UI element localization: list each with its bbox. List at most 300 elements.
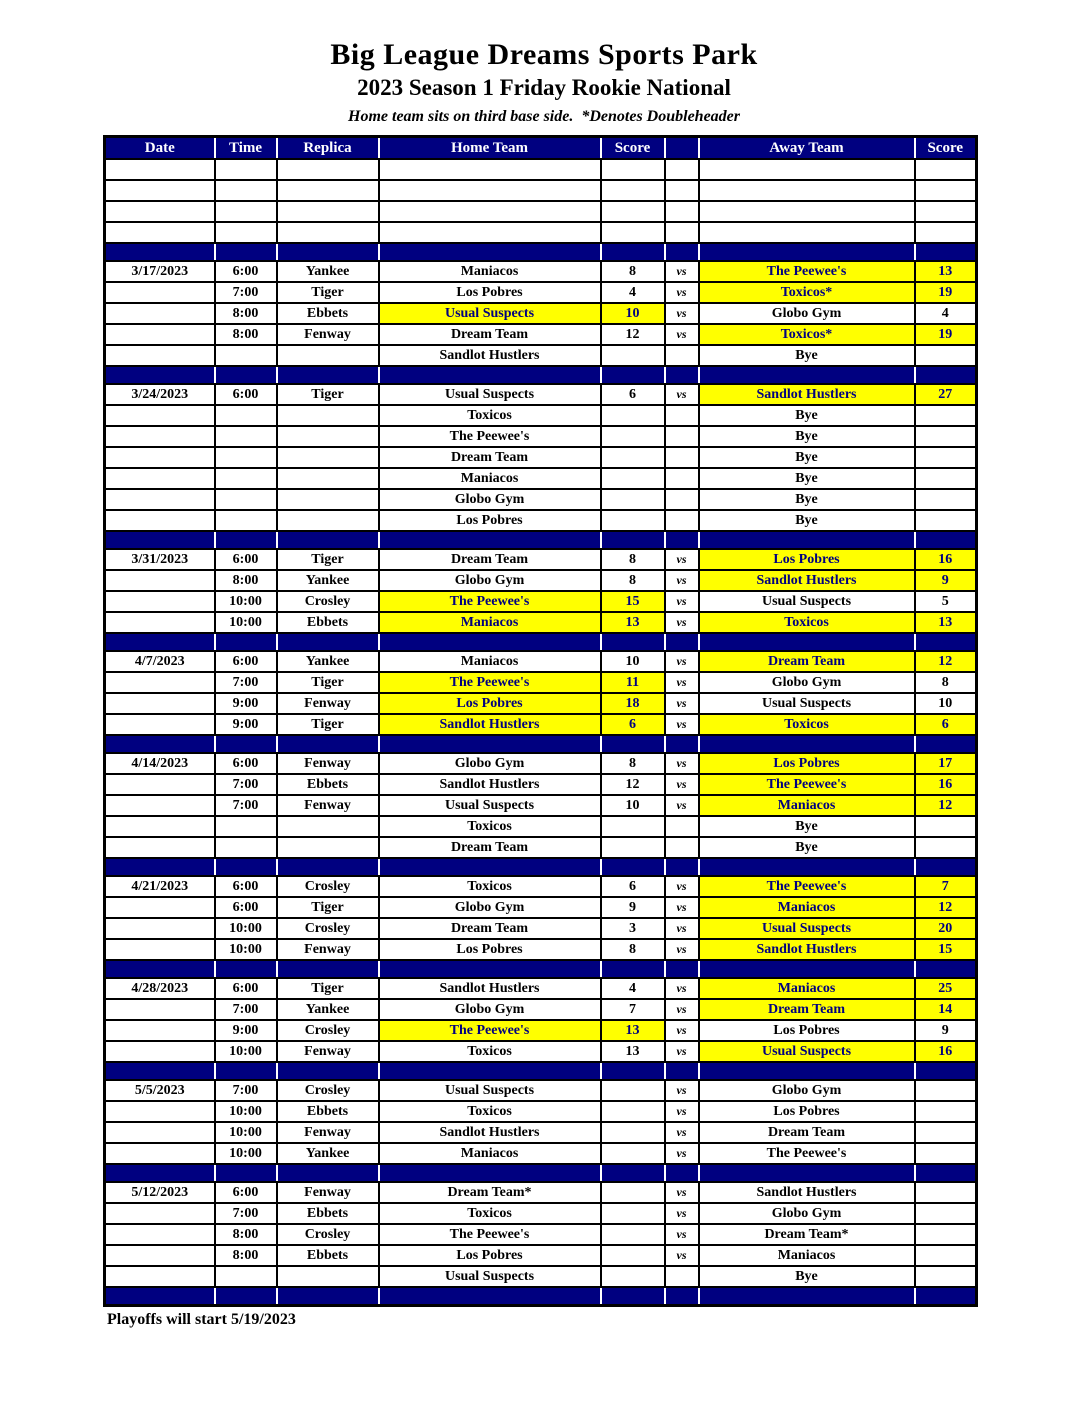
game-row [105,876,977,897]
home-team-cell: Dream Team [379,447,601,468]
home-team-cell: Usual Suspects [379,384,601,405]
separator-cell [277,858,379,876]
separator-cell [665,858,699,876]
away-score-cell: 20 [915,918,977,939]
game-row [105,549,977,570]
separator-cell [601,531,665,549]
separator-cell [665,633,699,651]
time-cell: 6:00 [215,897,277,918]
away-score-cell: 15 [915,939,977,960]
empty-row [105,159,977,180]
home-team-cell: Dream Team [379,324,601,345]
away-team-cell: Bye [699,1266,915,1287]
replica-cell: Fenway [277,324,379,345]
away-team-cell: Bye [699,468,915,489]
vs-cell [665,468,699,489]
away-score-cell: 4 [915,303,977,324]
game-row [105,939,977,960]
game-row [105,570,977,591]
empty-cell [277,222,379,243]
game-row [105,651,977,672]
away-score-cell [915,837,977,858]
home-team-cell: Usual Suspects [379,1080,601,1101]
time-cell: 10:00 [215,1041,277,1062]
separator-cell [215,633,277,651]
separator-row [105,366,977,384]
empty-row [105,222,977,243]
home-team-cell: Dream Team [379,837,601,858]
bye-row [105,426,977,447]
empty-cell [215,180,277,201]
date-cell [105,489,215,510]
home-team-cell: Sandlot Hustlers [379,714,601,735]
game-row [105,999,977,1020]
away-team-cell: Toxicos* [699,324,915,345]
time-cell: 7:00 [215,795,277,816]
home-team-cell: The Peewee's [379,591,601,612]
away-team-cell: Globo Gym [699,1080,915,1101]
home-score-cell [601,837,665,858]
vs-cell: vs [665,612,699,633]
bye-row [105,510,977,531]
replica-cell: Fenway [277,795,379,816]
away-team-cell: The Peewee's [699,1143,915,1164]
vs-cell: vs [665,795,699,816]
away-team-cell: Usual Suspects [699,693,915,714]
separator-cell [915,633,977,651]
vs-cell [665,837,699,858]
time-cell [215,489,277,510]
game-row [105,1101,977,1122]
game-row [105,282,977,303]
home-team-cell: Los Pobres [379,282,601,303]
game-row [105,1143,977,1164]
separator-cell [665,1287,699,1306]
date-cell [105,468,215,489]
away-team-cell: Los Pobres [699,753,915,774]
away-score-cell [915,1224,977,1245]
separator-cell [105,735,215,753]
empty-cell [215,201,277,222]
replica-cell [277,816,379,837]
home-team-cell: Globo Gym [379,999,601,1020]
time-cell: 9:00 [215,714,277,735]
game-row [105,918,977,939]
home-team-cell: Usual Suspects [379,303,601,324]
vs-cell: vs [665,324,699,345]
vs-cell: vs [665,1020,699,1041]
separator-cell [699,531,915,549]
home-score-cell [601,816,665,837]
away-score-cell [915,1266,977,1287]
separator-cell [105,243,215,261]
vs-cell: vs [665,1182,699,1203]
home-score-cell [601,1143,665,1164]
bye-row [105,405,977,426]
away-team-cell: Bye [699,447,915,468]
empty-cell [699,159,915,180]
vs-cell: vs [665,1080,699,1101]
away-team-cell: Usual Suspects [699,591,915,612]
game-row [105,774,977,795]
separator-cell [915,858,977,876]
away-team-cell: Dream Team [699,651,915,672]
vs-cell [665,816,699,837]
separator-row [105,858,977,876]
away-team-cell: Los Pobres [699,1101,915,1122]
separator-cell [601,1062,665,1080]
vs-cell: vs [665,714,699,735]
away-team-cell: Bye [699,489,915,510]
time-cell: 7:00 [215,672,277,693]
bye-row [105,468,977,489]
date-cell [105,816,215,837]
away-team-cell: Globo Gym [699,672,915,693]
game-row [105,753,977,774]
home-score-cell: 8 [601,549,665,570]
home-team-cell: Maniacos [379,651,601,672]
time-cell [215,816,277,837]
replica-cell: Yankee [277,651,379,672]
empty-cell [699,201,915,222]
time-cell: 7:00 [215,999,277,1020]
date-cell [105,282,215,303]
date-cell [105,345,215,366]
vs-cell: vs [665,282,699,303]
replica-cell: Fenway [277,939,379,960]
home-team-cell: Toxicos [379,816,601,837]
away-team-cell: Toxicos [699,714,915,735]
separator-cell [601,858,665,876]
time-cell: 8:00 [215,324,277,345]
separator-cell [277,243,379,261]
separator-cell [215,366,277,384]
separator-cell [665,960,699,978]
empty-cell [665,201,699,222]
replica-cell [277,1266,379,1287]
date-cell [105,693,215,714]
separator-cell [699,1164,915,1182]
date-cell [105,795,215,816]
away-score-cell [915,345,977,366]
replica-cell: Crosley [277,1020,379,1041]
home-score-cell [601,489,665,510]
time-cell: 7:00 [215,282,277,303]
separator-cell [379,858,601,876]
vs-cell: vs [665,672,699,693]
separator-cell [277,1062,379,1080]
replica-cell: Yankee [277,999,379,1020]
replica-cell: Fenway [277,753,379,774]
away-team-cell: Maniacos [699,897,915,918]
column-header-time: Time [215,137,277,160]
bye-row [105,345,977,366]
home-score-cell [601,1245,665,1266]
game-row [105,1224,977,1245]
away-team-cell: Sandlot Hustlers [699,939,915,960]
home-score-cell [601,510,665,531]
away-score-cell: 13 [915,261,977,282]
vs-cell: vs [665,753,699,774]
vs-cell [665,345,699,366]
separator-cell [215,1164,277,1182]
away-team-cell: Dream Team [699,1122,915,1143]
date-cell [105,897,215,918]
time-cell: 7:00 [215,774,277,795]
separator-row [105,1062,977,1080]
time-cell: 9:00 [215,1020,277,1041]
separator-cell [601,366,665,384]
home-score-cell [601,426,665,447]
away-team-cell: Maniacos [699,978,915,999]
replica-cell: Ebbets [277,303,379,324]
home-score-cell: 6 [601,714,665,735]
home-team-cell: The Peewee's [379,426,601,447]
home-team-cell: Maniacos [379,1143,601,1164]
away-team-cell: Sandlot Hustlers [699,1182,915,1203]
vs-cell: vs [665,1041,699,1062]
time-cell: 10:00 [215,1122,277,1143]
vs-cell: vs [665,1224,699,1245]
away-score-cell: 17 [915,753,977,774]
separator-cell [215,1287,277,1306]
away-score-cell: 12 [915,651,977,672]
away-score-cell: 7 [915,876,977,897]
replica-cell: Ebbets [277,1245,379,1266]
date-cell [105,405,215,426]
home-score-cell: 18 [601,693,665,714]
away-team-cell: Bye [699,405,915,426]
replica-cell: Tiger [277,282,379,303]
time-cell: 8:00 [215,303,277,324]
time-cell [215,468,277,489]
column-header-date: Date [105,137,215,160]
separator-cell [277,531,379,549]
home-score-cell: 13 [601,612,665,633]
replica-cell: Tiger [277,714,379,735]
vs-cell: vs [665,1101,699,1122]
separator-row [105,243,977,261]
vs-cell: vs [665,939,699,960]
game-row [105,1122,977,1143]
away-score-cell [915,1101,977,1122]
game-row [105,693,977,714]
separator-cell [665,1164,699,1182]
away-score-cell: 8 [915,672,977,693]
away-score-cell: 6 [915,714,977,735]
game-row [105,672,977,693]
game-row [105,303,977,324]
home-score-cell: 11 [601,672,665,693]
game-row [105,1041,977,1062]
game-row [105,897,977,918]
away-score-cell [915,510,977,531]
time-cell: 10:00 [215,918,277,939]
replica-cell: Yankee [277,570,379,591]
separator-cell [915,1062,977,1080]
separator-cell [215,243,277,261]
home-score-cell: 13 [601,1020,665,1041]
away-score-cell: 13 [915,612,977,633]
separator-cell [105,858,215,876]
vs-cell: vs [665,1143,699,1164]
time-cell: 6:00 [215,549,277,570]
separator-cell [379,1062,601,1080]
home-score-cell [601,1080,665,1101]
away-score-cell [915,426,977,447]
away-team-cell: Sandlot Hustlers [699,384,915,405]
separator-cell [601,633,665,651]
date-cell [105,1143,215,1164]
away-team-cell: Sandlot Hustlers [699,570,915,591]
separator-cell [915,531,977,549]
date-cell [105,324,215,345]
time-cell: 8:00 [215,1224,277,1245]
replica-cell [277,405,379,426]
vs-cell: vs [665,591,699,612]
time-cell: 6:00 [215,651,277,672]
home-score-cell [601,1224,665,1245]
home-team-cell: Toxicos [379,1101,601,1122]
away-score-cell: 10 [915,693,977,714]
separator-cell [699,1062,915,1080]
empty-cell [277,180,379,201]
away-score-cell [915,1245,977,1266]
empty-cell [915,201,977,222]
time-cell: 10:00 [215,1143,277,1164]
separator-cell [601,243,665,261]
separator-cell [379,366,601,384]
date-cell [105,1041,215,1062]
home-score-cell: 12 [601,774,665,795]
vs-cell [665,1266,699,1287]
home-team-cell: Usual Suspects [379,1266,601,1287]
replica-cell: Tiger [277,897,379,918]
home-team-cell: Los Pobres [379,1245,601,1266]
away-team-cell: Globo Gym [699,303,915,324]
vs-cell: vs [665,384,699,405]
separator-cell [277,633,379,651]
vs-cell [665,510,699,531]
away-team-cell: Bye [699,816,915,837]
separator-cell [915,243,977,261]
home-team-cell: Los Pobres [379,693,601,714]
column-header-score-away: Score [915,137,977,160]
vs-cell: vs [665,918,699,939]
time-cell: 8:00 [215,570,277,591]
home-score-cell [601,1203,665,1224]
home-score-cell: 8 [601,261,665,282]
time-cell: 10:00 [215,1101,277,1122]
away-team-cell: Dream Team* [699,1224,915,1245]
replica-cell: Crosley [277,591,379,612]
separator-cell [105,960,215,978]
away-score-cell: 12 [915,795,977,816]
date-cell [105,1122,215,1143]
home-score-cell: 10 [601,651,665,672]
replica-cell: Ebbets [277,774,379,795]
away-team-cell: Los Pobres [699,1020,915,1041]
away-score-cell [915,1080,977,1101]
playoffs-note: Playoffs will start 5/19/2023 [107,1311,296,1329]
game-row [105,714,977,735]
empty-cell [105,180,215,201]
page-subtitle: 2023 Season 1 Friday Rookie National [357,75,731,100]
date-cell: 5/12/2023 [105,1182,215,1203]
home-team-cell: Toxicos [379,405,601,426]
home-score-cell [601,405,665,426]
home-score-cell: 3 [601,918,665,939]
empty-cell [665,159,699,180]
empty-cell [665,222,699,243]
game-row [105,795,977,816]
time-cell: 10:00 [215,591,277,612]
vs-cell: vs [665,897,699,918]
home-score-cell [601,447,665,468]
away-score-cell [915,1203,977,1224]
separator-cell [379,960,601,978]
replica-cell: Yankee [277,261,379,282]
separator-cell [105,531,215,549]
header-row [105,137,977,160]
separator-cell [105,633,215,651]
away-team-cell: Los Pobres [699,549,915,570]
home-team-cell: The Peewee's [379,1020,601,1041]
vs-cell: vs [665,999,699,1020]
time-cell: 10:00 [215,939,277,960]
separator-cell [277,960,379,978]
time-cell: 6:00 [215,978,277,999]
replica-cell: Fenway [277,1182,379,1203]
date-cell [105,303,215,324]
separator-cell [915,1164,977,1182]
date-cell [105,672,215,693]
separator-cell [379,735,601,753]
separator-cell [915,735,977,753]
time-cell: 6:00 [215,753,277,774]
date-cell [105,612,215,633]
home-score-cell: 7 [601,999,665,1020]
home-team-cell: Los Pobres [379,939,601,960]
empty-cell [277,159,379,180]
time-cell: 9:00 [215,693,277,714]
home-team-cell: Sandlot Hustlers [379,1122,601,1143]
replica-cell: Ebbets [277,612,379,633]
empty-cell [915,222,977,243]
empty-cell [601,222,665,243]
away-score-cell [915,816,977,837]
home-score-cell: 6 [601,876,665,897]
home-team-cell: Globo Gym [379,897,601,918]
bye-row [105,837,977,858]
separator-cell [665,366,699,384]
separator-cell [105,1062,215,1080]
time-cell [215,447,277,468]
bye-row [105,816,977,837]
separator-cell [665,531,699,549]
date-cell: 3/24/2023 [105,384,215,405]
replica-cell [277,447,379,468]
bye-row [105,1266,977,1287]
separator-cell [379,633,601,651]
vs-cell: vs [665,570,699,591]
vs-cell: vs [665,774,699,795]
away-score-cell: 14 [915,999,977,1020]
game-row [105,591,977,612]
away-team-cell: Bye [699,426,915,447]
home-score-cell: 8 [601,570,665,591]
column-header-score: Score [601,137,665,160]
